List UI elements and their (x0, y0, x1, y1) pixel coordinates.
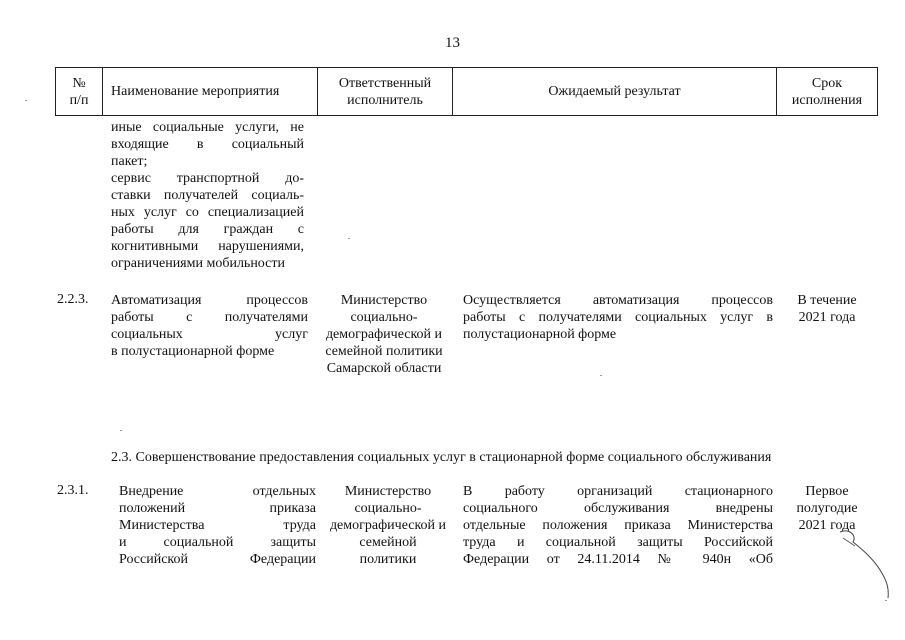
scan-speck (348, 238, 350, 239)
header-col-name: Наименование мероприятия (111, 84, 280, 99)
scan-speck (120, 430, 122, 431)
row-2-2-3-name: Автоматизация процессов работы с получателями социальных услуг в полустационарной форме (111, 293, 308, 359)
section-heading-2-3: 2.3. Совершенствование предоставления социальных услуг в стационарной форме социального обслуживания (111, 450, 772, 465)
table-header (55, 67, 878, 116)
header-col-result: Ожидаемый результат (548, 84, 681, 99)
row-number-2-3-1: 2.3.1. (57, 483, 89, 498)
row-2-3-1-name: Внедрение отдельных положений приказа Министерства труда и социальной защиты Российской Федерации (119, 484, 316, 567)
scan-speck (885, 600, 887, 601)
handwritten-mark (835, 520, 895, 620)
row-2-3-1-result: В работу организаций стационарного социального обслуживания внедрены отдельные положения приказа Министерства труда и социальной защиты Российской Федерации от 24.11.2014 № 940н «Об (463, 484, 773, 567)
row-2-2-3-deadline: В течение 2021 года (797, 293, 857, 325)
row-number-2-2-3: 2.2.3. (57, 292, 89, 307)
page-number: 13 (445, 35, 460, 51)
row-2-3-1-responsible: Министерство социально- демографической и семейной политики (329, 484, 447, 567)
header-col-deadline: Срок исполнения (791, 75, 863, 108)
row-2-3-1-deadline: Первое полугодие 2021 года (796, 484, 858, 533)
row-2-2-3-result: Осуществляется автоматизация процессов работы с получателями социальных услуг в полустационарной форме (463, 293, 773, 342)
continued-row-name: иные социальные услуги, не входящие в социальный пакет; сервис транспортной до- ставки получателей социаль- ных услуг со специализацией работы для граждан с когнитивными нарушениями, ограничениями мобильности (111, 120, 304, 271)
scan-speck (25, 100, 27, 101)
header-col-number: № п/п (69, 75, 89, 108)
scan-speck (600, 375, 602, 376)
row-2-2-3-responsible: Министерство социально- демографической и семейной политики Самарской области (325, 293, 443, 376)
header-col-responsible: Ответственный исполнитель (338, 75, 432, 108)
